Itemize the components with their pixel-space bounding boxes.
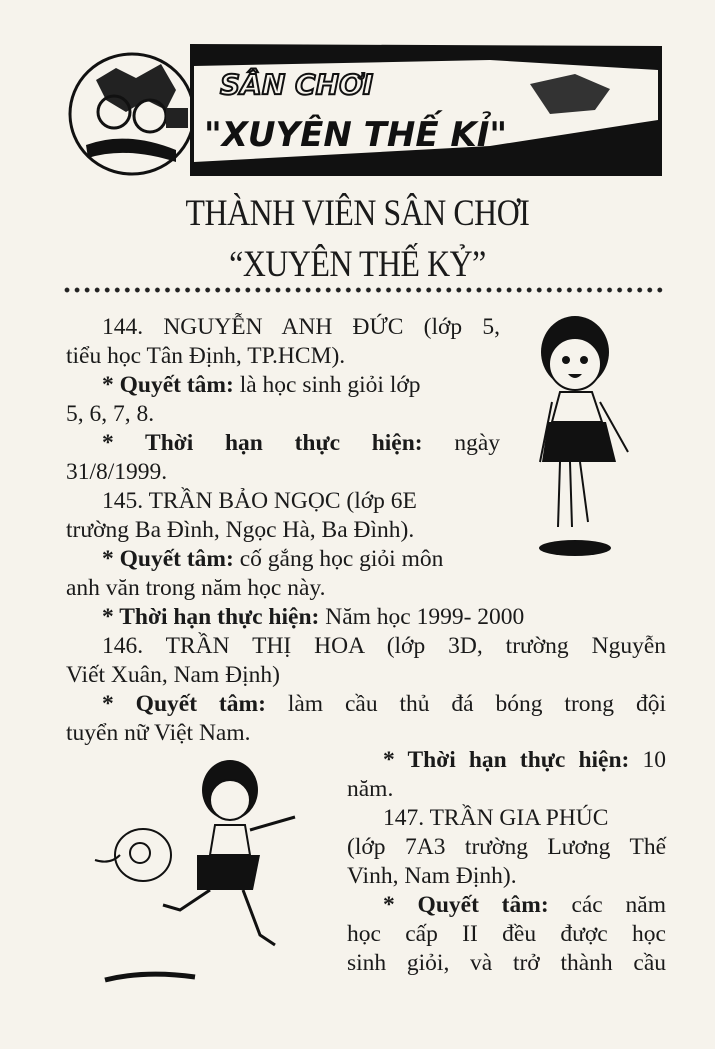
text: 144. NGUYỄN ANH ĐỨC (lớp 5, [102,314,500,340]
text: 5, 6, 7, 8. [66,401,155,427]
entry-145-goal-cont [66,574,326,603]
kids-playing-cartoon-illustration [85,755,315,995]
label: * Thời hạn thực hiện: [102,430,423,456]
entry-146-goal-cont [66,719,251,748]
text: (lớp 7A3 trường Lương Thế [347,834,666,860]
entry-146-goal [102,690,666,719]
entry-147-school-cont [347,862,517,891]
text: các năm [548,892,666,918]
dotted-divider [62,286,664,294]
entry-145-goal [102,545,443,574]
entry-145-school [66,516,414,545]
text: tiểu học Tân Định, TP.HCM). [66,343,346,369]
text: năm. [347,776,394,802]
label: * Quyết tâm: [102,691,266,717]
text: ngày [422,430,500,456]
text: 146. TRẦN THỊ HOA (lớp 3D, trường Nguyễn [102,633,666,659]
header-cartoon-medallion [66,50,201,180]
entry-147-goal-cont2 [347,949,666,978]
text: cố gắng học giỏi môn [233,546,444,572]
entry-147-goal [383,891,666,920]
text: Năm học 1999- 2000 [319,604,525,630]
text: 145. TRẦN BẢO NGỌC (lớp 6E [102,488,417,514]
entry-146-deadline [383,746,666,775]
text: làm cầu thủ đá bóng trong đội [265,691,666,717]
entry-144-goal [102,371,421,400]
label: * Thời hạn thực hiện: [383,747,630,773]
header-banner-logo [190,44,662,176]
text: anh văn trong năm học này. [66,575,326,601]
text: học cấp II đều được học [347,921,666,947]
entry-144-deadline-cont [66,458,167,487]
text: Vinh, Nam Định). [347,863,517,889]
text: tuyển nữ Việt Nam. [66,720,251,746]
text: sinh giỏi, và trở thành cầu [347,950,666,976]
entry-144-heading [102,313,500,342]
label: * Quyết tâm: [102,546,234,572]
entry-147-goal-cont [347,920,666,949]
entry-146-school [66,661,280,690]
text: trường Ba Đình, Ngọc Hà, Ba Đình). [66,517,415,543]
entry-147-heading [383,804,608,833]
text: là học sinh giỏi lớp [233,372,421,398]
page-title-line1: THÀNH VIÊN SÂN CHƠI [185,193,530,234]
girl-cartoon-illustration [530,312,660,562]
text: 147. TRẦN GIA PHÚC [383,805,609,831]
label: * Quyết tâm: [102,372,234,398]
text: Viết Xuân, Nam Định) [66,662,280,688]
page-title-line2: “XUYÊN THẾ KỶ” [229,244,486,285]
entry-144-school [66,342,345,371]
entry-144-goal-cont [66,400,154,429]
logo-text-line2: "XUYÊN THẾ KỈ" [204,115,508,155]
text: 10 [629,747,667,773]
label: * Quyết tâm: [383,892,549,918]
entry-146-deadline-cont [347,775,393,804]
entry-145-deadline [102,603,524,632]
entry-146-heading [102,632,666,661]
entry-144-deadline [102,429,500,458]
entry-147-school [347,833,666,862]
text: 31/8/1999. [66,459,168,485]
logo-text-line1: SÂN CHƠI [220,68,374,101]
entry-145-heading [102,487,417,516]
label: * Thời hạn thực hiện: [102,604,320,630]
